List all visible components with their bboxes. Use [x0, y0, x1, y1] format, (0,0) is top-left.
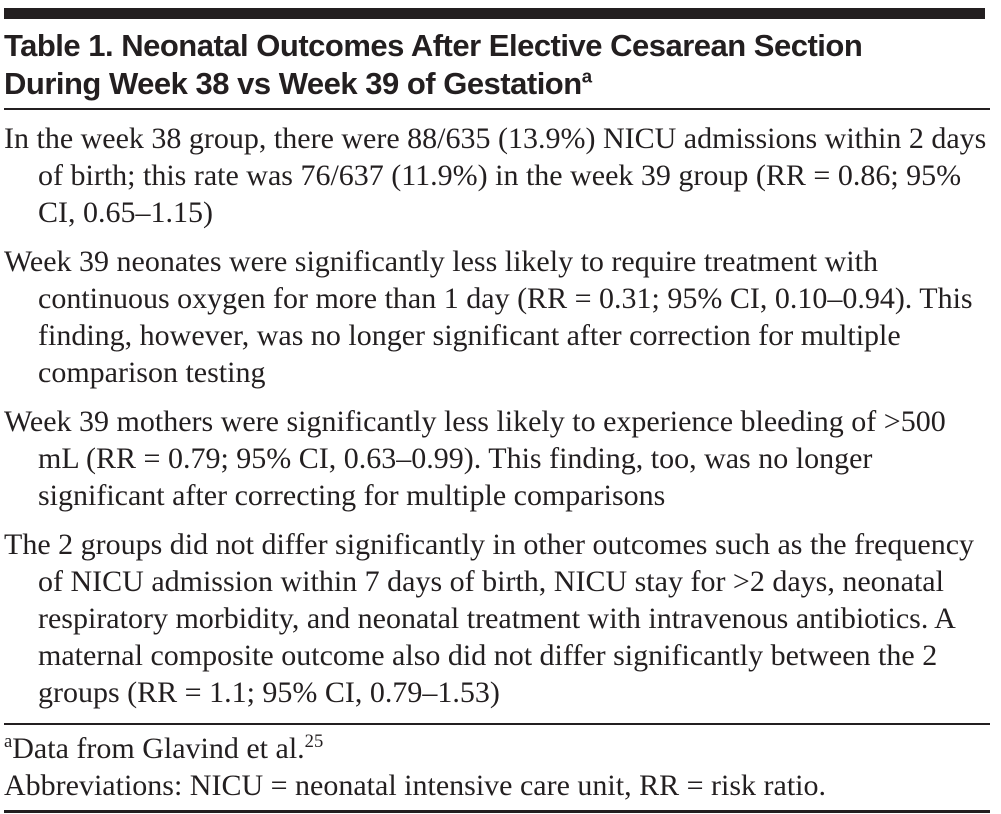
title-footnote-marker: a	[581, 65, 592, 87]
footnote-source-marker: a	[4, 731, 13, 752]
table-row-continuous-oxygen: Week 39 neonates were significantly less likely to require treatment with continuous oxygen for more than 1 day (RR = 0.31; 95% CI, 0.10–0.94). This finding, however, was no longer significant after correction for multiple comparison testing	[4, 245, 973, 389]
table-top-rule	[4, 8, 985, 19]
table-row-maternal-bleeding: Week 39 mothers were significantly less likely to experience bleeding of >500 mL (RR = 0.79; 95% CI, 0.63–0.99). This finding, too, was no longer significant after correcting for multiple comparisons	[4, 405, 946, 512]
table-title-line2-text: During Week 38 vs Week 39 of Gestation	[4, 66, 582, 101]
title-divider-rule	[4, 108, 990, 110]
table-row-other-outcomes: The 2 groups did not differ significantly in other outcomes such as the frequency of NICU admission within 7 days of birth, NICU stay for >2 days, neonatal respiratory morbidity, and neonatal treatment with intravenous antibiotics. A maternal composite outcome also did not differ significantly between the 2 groups (RR = 1.1; 95% CI, 0.79–1.53)	[4, 528, 975, 709]
footnote-abbreviations: Abbreviations: NICU = neonatal intensive care unit, RR = risk ratio.	[4, 769, 826, 802]
table-row-nicu-admissions: In the week 38 group, there were 88/635 (13.9%) NICU admissions within 2 days of birth; this rate was 76/637 (11.9%) in the week 39 group (RR = 0.86; 95% CI, 0.65–1.15)	[4, 122, 987, 229]
table-footnotes	[4, 730, 990, 804]
table-body	[4, 120, 990, 711]
footnote-source	[4, 730, 990, 767]
table-title-line1: Table 1. Neonatal Outcomes After Elective Cesarean Section	[4, 28, 863, 63]
table-title-line2	[4, 65, 990, 103]
footnote-source-text: Data from Glavind et al.	[12, 732, 305, 765]
footnote-divider-rule	[4, 723, 990, 725]
table-title	[4, 27, 990, 103]
footnote-source-reference: 25	[304, 731, 324, 752]
table-bottom-rule	[4, 810, 990, 813]
